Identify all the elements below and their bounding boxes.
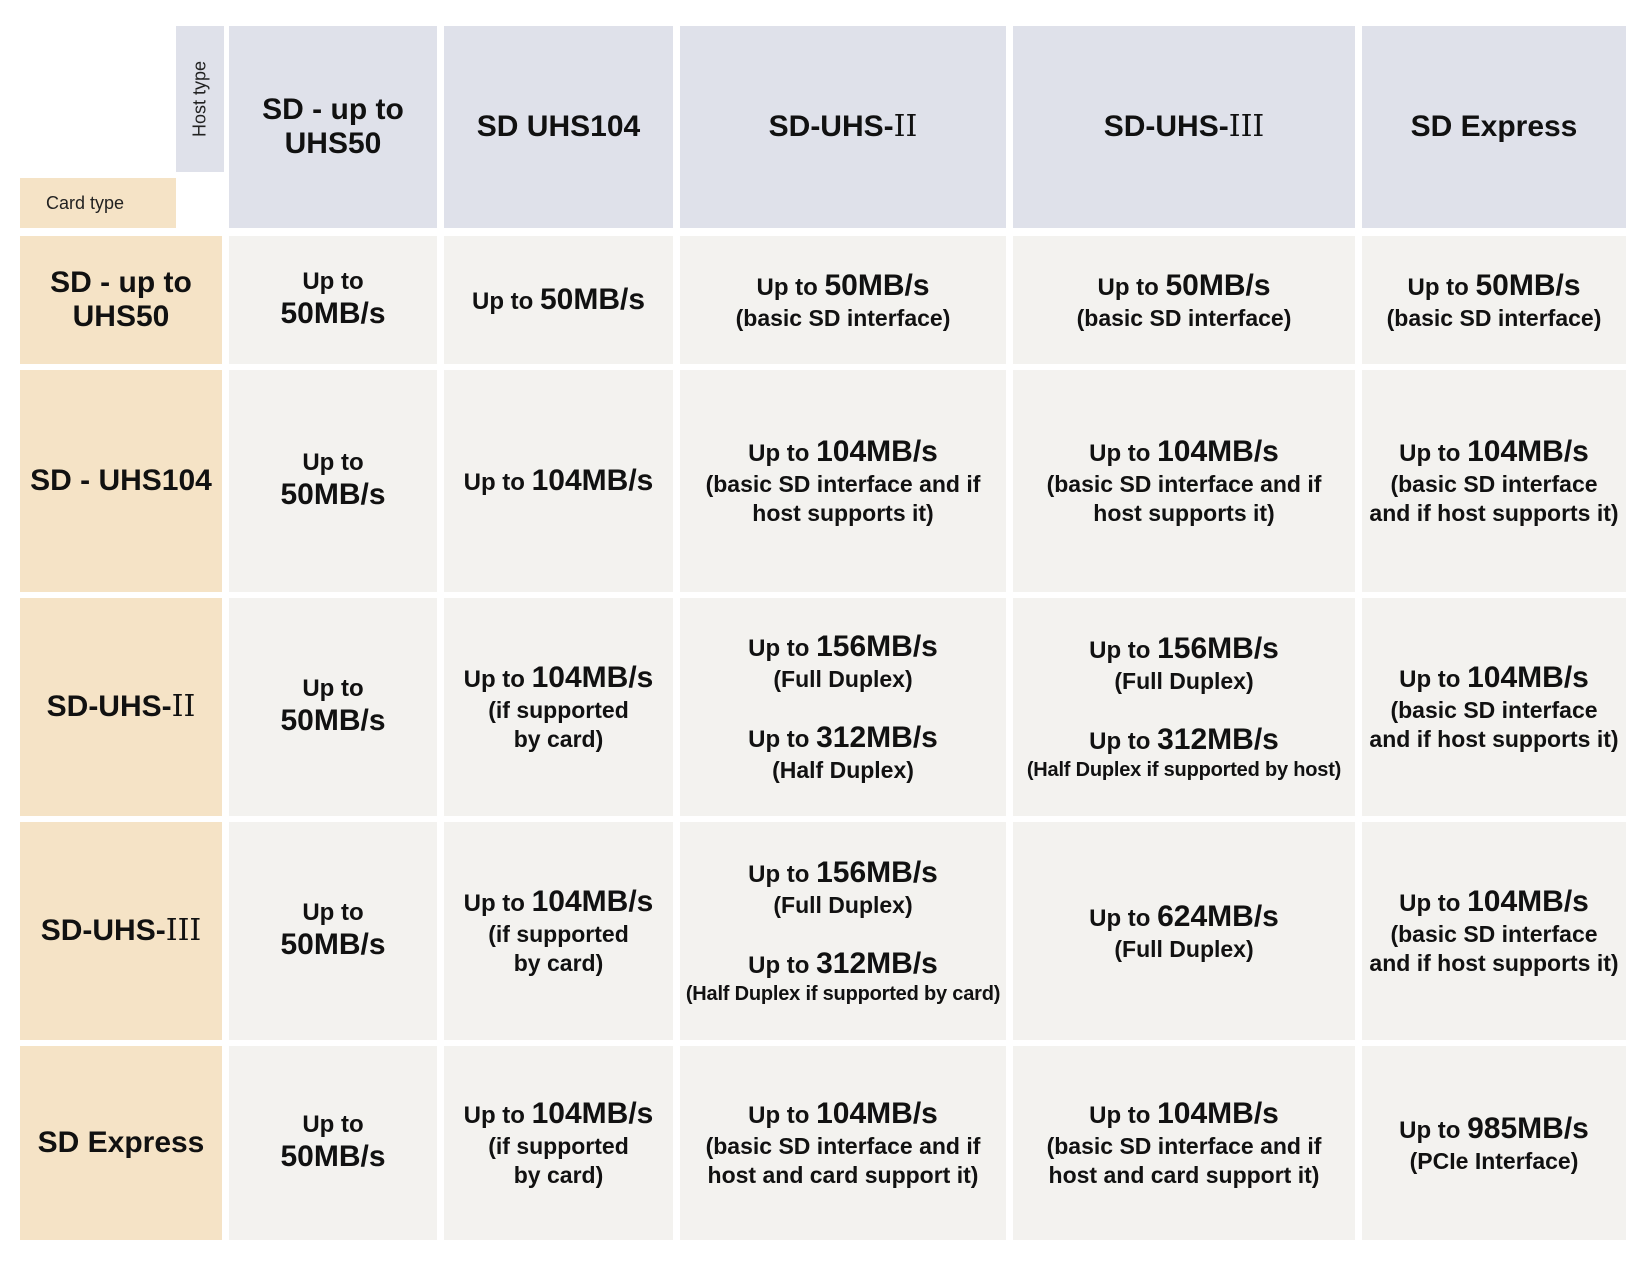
speed-entry — [1369, 434, 1618, 528]
speed-note: (basic SD interface) — [735, 304, 951, 331]
speed-line — [464, 660, 654, 696]
table-cell — [229, 822, 437, 1040]
speed-value: 50MB/s — [280, 704, 386, 738]
speed-value: 985MB/s — [1467, 1111, 1589, 1145]
speed-value: 50MB/s — [824, 268, 930, 302]
header-label-roman: II — [171, 688, 196, 724]
table-cell — [229, 1046, 437, 1240]
speed-value: 104MB/s — [1467, 661, 1589, 695]
speed-prefix: Up to — [302, 1111, 364, 1139]
speed-entry — [464, 884, 654, 978]
speed-prefix: Up to — [1089, 727, 1158, 755]
speed-line — [1047, 434, 1322, 470]
speed-prefix: Up to — [463, 1102, 532, 1130]
table-cell — [680, 370, 1006, 592]
speed-value: 104MB/s — [816, 435, 938, 469]
speed-note: (basic SD interface and if host supports it) — [1046, 471, 1322, 526]
header-label — [41, 914, 202, 949]
speed-line — [1089, 899, 1279, 935]
host-header-1 — [229, 26, 437, 228]
speed-value: 50MB/s — [1165, 268, 1271, 302]
speed-note: (if supported by card) — [488, 1133, 629, 1188]
speed-prefix: Up to — [1089, 637, 1158, 665]
speed-note: (basic SD interface) — [1386, 304, 1602, 331]
table-cell — [1013, 370, 1355, 592]
speed-line — [706, 1096, 981, 1132]
speed-entry — [706, 434, 981, 528]
speed-note: (PCIe Interface) — [1409, 1147, 1579, 1174]
speed-note: (Full Duplex) — [1114, 935, 1254, 962]
speed-entry — [1027, 722, 1341, 783]
header-label-prefix: SD-UHS- — [1103, 109, 1229, 143]
speed-value: 50MB/s — [539, 283, 646, 316]
speed-value: 104MB/s — [1467, 435, 1589, 469]
card-type-label: Card type — [20, 178, 176, 228]
table-cell — [680, 822, 1006, 1040]
speed-line — [748, 855, 938, 891]
speed-prefix: Up to — [1097, 273, 1166, 301]
speed-value: 50MB/s — [280, 928, 386, 962]
header-label-roman: III — [1228, 108, 1265, 144]
table-cell — [680, 236, 1006, 364]
speed-note: (if supported by card) — [488, 697, 629, 752]
speed-value: 50MB/s — [1475, 268, 1581, 302]
header-label-prefix: SD-UHS- — [768, 109, 894, 143]
speed-prefix: Up to — [748, 861, 817, 889]
speed-line — [1027, 722, 1341, 758]
table-cell — [229, 236, 437, 364]
speed-note: (basic SD interface and if host supports it) — [1369, 471, 1619, 526]
speed-entry — [1369, 660, 1618, 754]
speed-line — [686, 946, 1000, 982]
speed-prefix: Up to — [1089, 440, 1158, 468]
header-label: SD - UHS104 — [30, 463, 212, 497]
speed-entry — [686, 946, 1000, 1007]
header-label: SD - up to UHS50 — [262, 92, 404, 160]
speed-entry — [1047, 434, 1322, 528]
speed-line — [1077, 268, 1292, 304]
speed-line — [472, 282, 645, 318]
table-cell — [1362, 822, 1626, 1040]
header-label — [1104, 110, 1265, 145]
speed-prefix: Up to — [471, 288, 540, 315]
speed-value: 104MB/s — [1157, 1097, 1279, 1131]
speed-note: (Full Duplex) — [773, 666, 913, 693]
speed-value: 104MB/s — [1157, 435, 1279, 469]
speed-prefix: Up to — [1089, 904, 1158, 932]
speed-prefix: Up to — [756, 273, 825, 301]
speed-value: 156MB/s — [1157, 632, 1279, 666]
header-label: SD - up to UHS50 — [50, 265, 192, 333]
header-label-prefix: SD-UHS- — [40, 913, 166, 947]
speed-line — [1047, 1096, 1322, 1132]
speed-line — [464, 884, 654, 920]
speed-prefix: Up to — [1399, 440, 1468, 468]
speed-note: (basic SD interface) — [1076, 304, 1292, 331]
speed-entry — [464, 463, 654, 499]
speed-value: 312MB/s — [1157, 722, 1279, 756]
speed-prefix: Up to — [302, 675, 364, 703]
card-header-2 — [20, 370, 222, 592]
speed-value: 156MB/s — [816, 630, 938, 664]
speed-entry — [748, 629, 938, 694]
speed-line — [464, 463, 654, 499]
speed-line — [1369, 660, 1618, 696]
speed-prefix: Up to — [302, 449, 364, 477]
speed-prefix: Up to — [1399, 1116, 1468, 1144]
speed-line — [1369, 884, 1618, 920]
card-header-5 — [20, 1046, 222, 1240]
table-cell — [1013, 1046, 1355, 1240]
speed-prefix: Up to — [302, 899, 364, 927]
speed-note: (if supported by card) — [488, 921, 629, 976]
header-label-prefix: SD-UHS- — [46, 689, 172, 723]
table-cell — [444, 236, 673, 364]
speed-line — [1399, 1111, 1589, 1147]
table-cell — [444, 370, 673, 592]
speed-entry — [1369, 884, 1618, 978]
table-cell — [1362, 236, 1626, 364]
speed-value: 312MB/s — [816, 721, 938, 754]
speed-entry — [748, 720, 938, 785]
speed-entry — [1387, 268, 1602, 333]
speed-value: 50MB/s — [280, 297, 386, 331]
speed-entry — [706, 1096, 981, 1190]
speed-prefix: Up to — [1089, 1102, 1158, 1130]
table-cell — [444, 598, 673, 816]
speed-entry — [472, 282, 645, 318]
speed-entry — [1399, 1111, 1589, 1176]
table-cell — [229, 370, 437, 592]
speed-entry — [1089, 899, 1279, 964]
table-cell — [1013, 822, 1355, 1040]
speed-prefix: Up to — [748, 726, 817, 753]
speed-prefix: Up to — [748, 440, 817, 468]
speed-value: 104MB/s — [531, 885, 654, 919]
speed-prefix: Up to — [1399, 666, 1468, 694]
host-header-4 — [1013, 26, 1355, 228]
header-label: SD Express — [37, 1125, 205, 1159]
speed-line — [1387, 268, 1602, 304]
speed-prefix: Up to — [463, 666, 532, 694]
speed-prefix: Up to — [1407, 273, 1476, 301]
speed-note: (Half Duplex if supported by card) — [685, 982, 1001, 1005]
speed-prefix: Up to — [463, 890, 532, 918]
header-label: SD UHS104 — [476, 109, 641, 143]
speed-value: 312MB/s — [816, 946, 938, 980]
speed-entry — [1077, 268, 1292, 333]
speed-note: (Full Duplex) — [1114, 668, 1254, 695]
speed-prefix: Up to — [1399, 890, 1468, 918]
card-header-4 — [20, 822, 222, 1040]
card-header-1 — [20, 236, 222, 364]
table-cell — [444, 1046, 673, 1240]
table-cell — [680, 1046, 1006, 1240]
speed-note: (basic SD interface and if host supports it) — [1369, 921, 1619, 976]
header-label-roman: III — [165, 912, 202, 948]
speed-note: (basic SD interface and if host and card support it) — [1046, 1133, 1322, 1188]
header-label: SD Express — [1410, 109, 1578, 143]
header-label-roman: II — [893, 108, 918, 144]
speed-note: (Half Duplex if supported by host) — [1026, 758, 1342, 781]
table-cell — [1362, 598, 1626, 816]
host-header-5 — [1362, 26, 1626, 228]
speed-value: 104MB/s — [531, 464, 654, 497]
table-cell — [1362, 370, 1626, 592]
host-type-label-text: Host type — [189, 60, 210, 138]
table-cell — [1362, 1046, 1626, 1240]
speed-prefix: Up to — [463, 469, 532, 496]
speed-value: 104MB/s — [531, 1097, 654, 1131]
table-cell — [1013, 236, 1355, 364]
speed-prefix: Up to — [748, 951, 817, 979]
speed-line — [748, 629, 938, 665]
speed-line — [736, 268, 951, 304]
speed-note: (Full Duplex) — [773, 892, 913, 919]
speed-line — [748, 720, 938, 756]
speed-note: (basic SD interface and if host supports it) — [1369, 697, 1619, 752]
speed-prefix: Up to — [748, 1102, 817, 1130]
speed-entry — [464, 660, 654, 754]
speed-entry — [748, 855, 938, 920]
speed-value: 50MB/s — [280, 1140, 386, 1174]
host-header-3 — [680, 26, 1006, 228]
table-cell — [444, 822, 673, 1040]
speed-value: 624MB/s — [1157, 899, 1279, 933]
speed-value: 104MB/s — [1467, 885, 1589, 919]
speed-value: 156MB/s — [816, 856, 938, 890]
table-cell — [229, 598, 437, 816]
speed-note: (basic SD interface and if host supports it) — [705, 471, 981, 526]
speed-line — [1369, 434, 1618, 470]
card-header-3 — [20, 598, 222, 816]
speed-prefix: Up to — [748, 635, 817, 663]
host-type-label — [176, 26, 224, 172]
speed-prefix: Up to — [302, 268, 364, 296]
speed-line — [464, 1096, 654, 1132]
host-header-2 — [444, 26, 673, 228]
speed-note: (basic SD interface and if host and card support it) — [705, 1133, 981, 1188]
speed-line — [1089, 631, 1279, 667]
speed-entry — [464, 1096, 654, 1190]
speed-value: 50MB/s — [280, 478, 386, 512]
header-label — [47, 690, 196, 725]
speed-entry — [1047, 1096, 1322, 1190]
speed-value: 104MB/s — [816, 1097, 938, 1131]
speed-line — [706, 434, 981, 470]
speed-entry — [736, 268, 951, 333]
speed-entry — [1089, 631, 1279, 696]
header-label — [769, 110, 918, 145]
table-cell — [680, 598, 1006, 816]
table-cell — [1013, 598, 1355, 816]
speed-value: 104MB/s — [531, 661, 654, 695]
speed-note: (Half Duplex) — [772, 757, 914, 783]
